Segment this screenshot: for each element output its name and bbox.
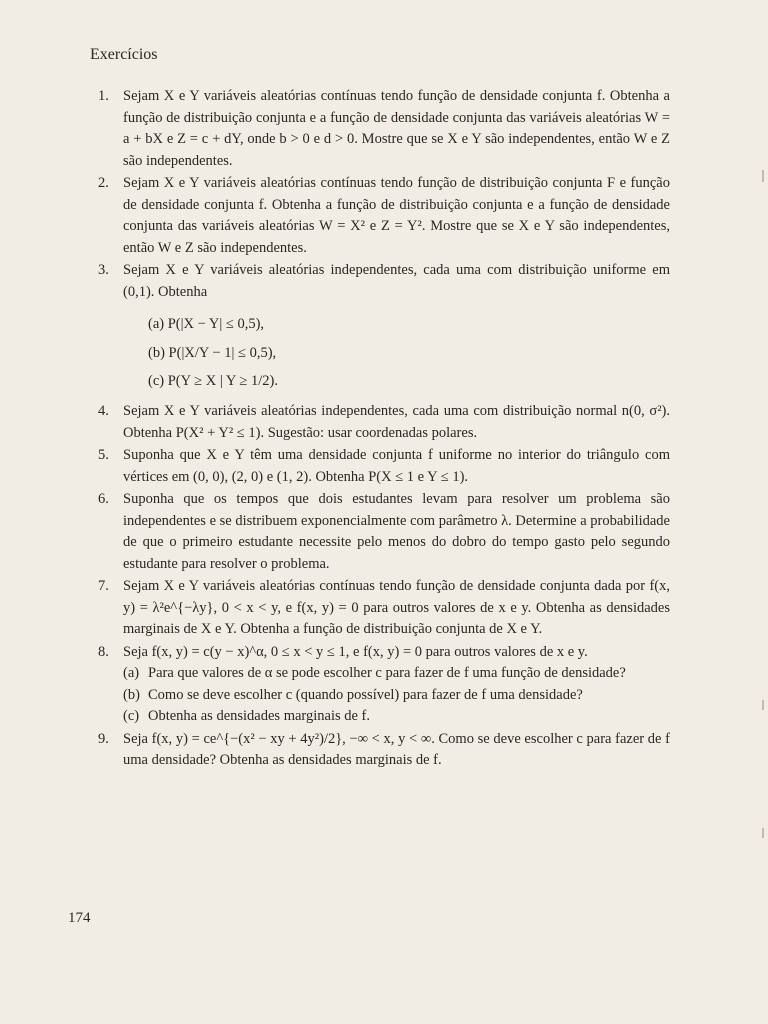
exercise-text: Sejam X e Y variáveis aleatórias contínuas tendo função de densidade conjunta f. Obtenha a função de distribuição conjunta e a função de densidade conjunta das variáveis aleatórias W = a + bX e Z = c + dY, onde b > 0 e d > 0. Mostre que se X e Y são independentes, então W e Z são independentes.: [123, 88, 670, 169]
exercise-8: [98, 642, 670, 728]
exercise-number: 9.: [98, 730, 109, 747]
exercise-text: Suponha que X e Y têm uma densidade conjunta f uniforme no interior do triângulo com vértices em (0, 0), (2, 0) e (1, 2). Obtenha P(X ≤ 1 e Y ≤ 1).: [123, 447, 670, 485]
sub-item: [123, 685, 670, 707]
exercise-4: [98, 401, 670, 444]
exercise-number: 6.: [98, 491, 109, 507]
exercise-5: [98, 445, 670, 488]
exercise-number: 5.: [98, 447, 109, 463]
sub-text: Como se deve escolher c (quando possível) para fazer de f uma densidade?: [148, 686, 583, 703]
section-heading: Exercícios: [90, 46, 158, 63]
sub-item: [123, 706, 670, 728]
exercise-list: [98, 86, 670, 773]
case-label: (c): [148, 373, 165, 389]
exercise-7: [98, 576, 670, 641]
exercise-text: Sejam X e Y variáveis aleatórias independentes, cada uma com distribuição normal n(0, σ²). Obtenha P(X² + Y² ≤ 1). Sugestão: usar coordenadas polares.: [123, 403, 670, 441]
case-label: (b): [148, 345, 165, 361]
case-text: P(Y ≥ X | Y ≥ 1/2).: [167, 373, 278, 389]
page-edge-mark: [762, 700, 764, 710]
case-item: [148, 370, 670, 393]
exercise-3: [98, 260, 670, 393]
exercise-text: Sejam X e Y variáveis aleatórias contínuas tendo função de distribuição conjunta F e função de densidade conjunta f. Obtenha a função de distribuição conjunta e a função de densidade conjunta das variáveis aleatórias W = X² e Z = Y². Mostre que se X e Y são independentes, então W e Z são independentes.: [123, 175, 670, 256]
sub-text: Para que valores de α se pode escolher c para fazer de f uma função de densidade?: [148, 665, 626, 681]
case-list: [123, 313, 670, 393]
sub-item: [123, 663, 670, 685]
case-label: (a): [148, 316, 165, 332]
exercise-number: 1.: [98, 88, 109, 104]
sub-text: Obtenha as densidades marginais de f.: [148, 708, 371, 724]
sub-label: (b): [123, 686, 140, 703]
sub-label: (c): [123, 708, 140, 724]
case-text: P(|X/Y − 1| ≤ 0,5),: [168, 345, 277, 361]
exercise-number: 2.: [98, 175, 109, 191]
case-item: [148, 313, 670, 336]
exercise-2: [98, 173, 670, 259]
page-number: 174: [68, 910, 91, 926]
exercise-text: Suponha que os tempos que dois estudantes levam para resolver um problema são independentes e se distribuem exponencialmente com parâmetro λ. Determine a probabilidade de que o primeiro estudante necessite pelo menos do dobro do tempo gasto pelo segundo estudante para resolver o problema.: [123, 491, 670, 572]
exercise-text: Sejam X e Y variáveis aleatórias contínuas tendo função de densidade conjunta dada por f(x, y) = λ²e^{−λy}, 0 < x < y, e f(x, y) = 0 para outros valores de x e y. Obtenha as densidades marginais de X e Y. Obtenha a função de distribuição conjunta de X e Y.: [123, 578, 670, 637]
exercise-1: [98, 86, 670, 172]
case-text: P(|X − Y| ≤ 0,5),: [167, 316, 265, 332]
exercise-6: [98, 489, 670, 575]
exercise-number: 4.: [98, 403, 109, 419]
exercise-text: Seja f(x, y) = ce^{−(x² − xy + 4y²)/2}, −∞ < x, y < ∞. Como se deve escolher c para fazer de f uma densidade? Obtenha as densidades marginais de f.: [123, 730, 670, 768]
exercise-text: Sejam X e Y variáveis aleatórias independentes, cada uma com distribuição uniforme em (0,1). Obtenha: [123, 262, 670, 300]
exercise-number: 7.: [98, 578, 109, 594]
page-edge-mark: [762, 828, 764, 838]
page-edge-mark: [762, 170, 764, 182]
sub-label: (a): [123, 665, 140, 681]
exercise-text: Seja f(x, y) = c(y − x)^α, 0 ≤ x < y ≤ 1, e f(x, y) = 0 para outros valores de x e y.: [123, 643, 588, 660]
case-item: [148, 336, 670, 370]
exercise-number: 3.: [98, 262, 109, 278]
exercise-9: [98, 729, 670, 772]
exercise-number: 8.: [98, 643, 109, 660]
